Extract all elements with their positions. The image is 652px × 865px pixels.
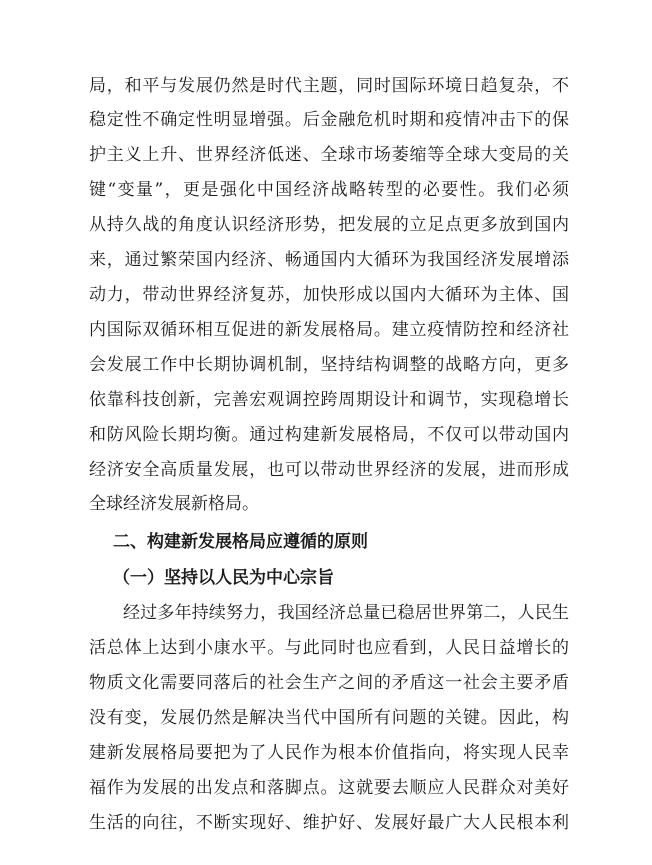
- paragraph-1-line-7: 动力，带动世界经济复苏，加快形成以国内大循环为主体、国: [89, 285, 569, 305]
- paragraph-1-line-3: 护主义上升、世界经济低迷、全球市场萎缩等全球大变局的关: [89, 145, 569, 165]
- paragraph-2-line-3: 物质文化需要同落后的社会生产之间的矛盾这一社会主要矛盾: [89, 673, 569, 693]
- subsection-heading: （一）坚持以人民为中心宗旨: [113, 568, 334, 588]
- paragraph-1-line-9: 会发展工作中长期协调机制，坚持结构调整的战略方向，更多: [89, 355, 569, 375]
- paragraph-2-line-6: 福作为发展的出发点和落脚点。这就要去顺应人民群众对美好: [89, 778, 569, 798]
- paragraph-2-line-2: 活总体上达到小康水平。与此同时也应看到，人民日益增长的: [89, 638, 569, 658]
- paragraph-1-line-5: 从持久战的角度认识经济形势，把发展的立足点更多放到国内: [89, 215, 569, 235]
- paragraph-1-line-8: 内国际双循环相互促进的新发展格局。建立疫情防控和经济社: [89, 320, 569, 340]
- paragraph-2-line-1: 经过多年持续努力，我国经济总量已稳居世界第二，人民生: [123, 603, 569, 623]
- paragraph-1-line-1: 局，和平与发展仍然是时代主题，同时国际环境日趋复杂，不: [89, 76, 569, 96]
- paragraph-1-line-11: 和防风险长期均衡。通过构建新发展格局，不仅可以带动国内: [89, 425, 569, 445]
- paragraph-1-line-10: 依靠科技创新，完善宏观调控跨周期设计和调节，实现稳增长: [89, 390, 569, 410]
- paragraph-1-line-4: 键“变量”，更是强化中国经济战略转型的必要性。我们必须: [89, 180, 569, 200]
- paragraph-2-line-7: 生活的向往，不断实现好、维护好、发展好最广大人民根本利: [89, 813, 569, 833]
- section-heading: 二、构建新发展格局应遵循的原则: [113, 532, 368, 552]
- paragraph-2-line-4: 没有变，发展仍然是解决当代中国所有问题的关键。因此，构: [89, 708, 569, 728]
- paragraph-1-line-6: 来，通过繁荣国内经济、畅通国内大循环为我国经济发展增添: [89, 250, 569, 270]
- paragraph-1-line-12: 经济安全高质量发展，也可以带动世界经济的发展，进而形成: [89, 460, 569, 480]
- paragraph-2-line-5: 建新发展格局要把为了人民作为根本价值指向，将实现人民幸: [89, 743, 569, 763]
- paragraph-1-line-2: 稳定性不确定性明显增强。后金融危机时期和疫情冲击下的保: [89, 110, 569, 130]
- paragraph-1-line-13: 全球经济发展新格局。: [89, 494, 259, 514]
